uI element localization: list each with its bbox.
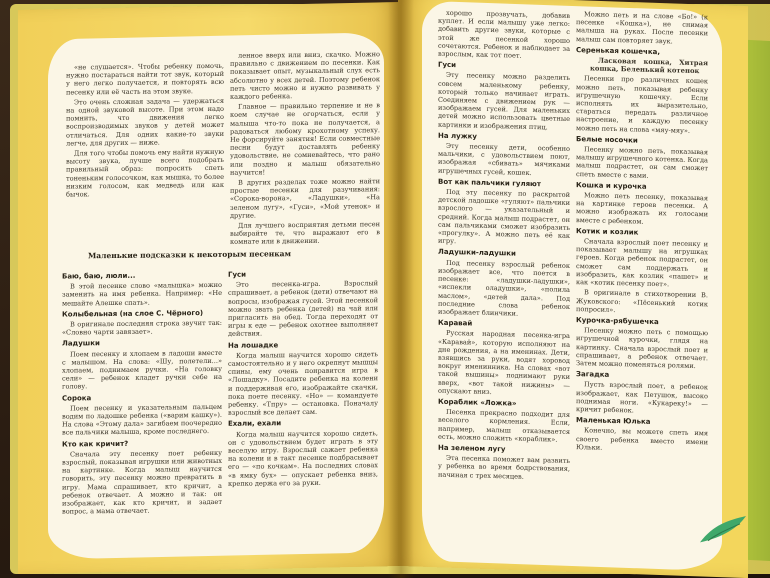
song-heading: Сорока [62, 393, 92, 403]
left-bottom-col1 [62, 268, 222, 518]
song-note: Сначала взрослый поет песенку и показывает малышу на игрушках героев. Когда ребенок подрастет, он сможет сам поддержать и изобразить, как козлик «пашет» и как «котик песенку поет». [576, 237, 708, 289]
song-heading: На лужку [438, 131, 477, 141]
song-heading: Ехали, ехали [228, 419, 282, 429]
paragraph: Это очень сложная задача — удержаться на одной звуковой высоте. При этом надо помнить, что движения легко воспроизводимых звуков у детей может отличаться. Для одних какие-то звуки легче, для других — ниже. [66, 96, 224, 148]
song-note: Эту песенку дети, особенно мальчики, с удовольствием поют, изображая «сбивать» мячиками игрушечных гусей, кошек. [438, 141, 570, 177]
song-note: Можно петь песенку, показывая на картинке героев песенки. А можно изображать их голосами вместе с ребенком. [576, 191, 708, 226]
paragraph: В оригинале в стихотворении В. Жуковского: «Пёсенький котик попросил». [576, 288, 708, 314]
song-note: Под песенку взрослый ребенок изображает все, что поется в песенке: «ладушки-ладушки», «испекли оладушки», «полила маслом», «детей дала». Под последние слова ребенок изображает блинчики. [438, 258, 570, 318]
paragraph: Главное — правильно терпение и не в коем случае не огорчаться, если у малыша что-то пока не получается, а радоваться любому крохотному успеху. Не форсируйте занятия! Если совместные песни будут доставлять ребенку удовольствие, не сомневайтесь, что рано или поздно и малыш обязательно научится! [230, 101, 380, 177]
paragraph: Можно петь и на слове «Бо!» (к песенке «Кошка»), не снимая малыша на руках. После песенки малыш сам повторяет звук. [576, 10, 708, 46]
song-note: В оригинале последняя строка звучит так: «Словно чарти завязает». [62, 318, 222, 337]
song-titles: Ласковая кошка, Хитрая кошка, Беленький котенок [590, 56, 708, 76]
song-note: Поем песенку и указательным пальцем водим по ладошке ребенка («варим кашку»). На слова «Этому дала» загибаем поочередно все пальчики малыша, кроме последнего. [62, 402, 222, 437]
paragraph: «не слушается». Чтобы ребенку помочь, нужно постараться найти тот звук, который у него легко получается, и повторять всю песенку или её часть на этом звуке. [66, 61, 224, 97]
paragraph: ленное вверх или вниз, скачко. Можно правильно с движением по песенки. Как показывает опыт, музыкальный слух есть абсолютно у всех детей. Поэтому ребенок петь чисто можно и нужно развивать у каждого ребенка. [230, 50, 380, 101]
song-note: Конечно, вы можете спеть имя своего ребенка вместо имени Юльки. [576, 426, 708, 452]
song-note: Когда малыш научится хорошо сидеть самостоятельно и у него окрепнут мышцы спины, ему очень понравится игра в «Лошадку». Посадите ребенка на колени и поддерживая его, изображайте скачки, пока поете песенку. «Но» — командуете ребенку. «Тпру» — остановка. Поначалу взрослый все делает сам. [228, 350, 378, 418]
song-note: Песенка прекрасно подходит для веселого кормления. Если, например, малыш отказывается есть, можно сложить «кораблик». [438, 408, 570, 444]
paragraph: Для того чтобы помочь ему найти нужную высоту звука, лучше всего подобрать правильный образ: попросить спеть тоненьким голосочком, как мышка, то более низким голосом, как медведь или как бычок. [66, 147, 224, 199]
song-heading: Ладушки [62, 339, 100, 348]
song-note: Песенку можно петь, показывая малышу игрушечного котенка. Когда малыш подрастет, он сам сможет спеть вместе с вами. [576, 145, 708, 180]
song-note: В этой песенке слово «малышка» можно заменить на имя ребенка. Например: «Не мешайте Алешке спать». [62, 281, 222, 308]
paragraph: Песенки про различных кошек можно петь, показывая ребенку игрушечную кошечку. Если исполнять их выразительно, стараться передать различное настроение, и каждую песенку можно петь на слова «мяу-мяу». [576, 74, 708, 135]
song-note: Эта песенка поможет вам развить у ребенка во время бодрствования, начиная с трех месяцев. [438, 454, 570, 481]
song-heading: Колыбельная (на слое С. Чёрного) [62, 308, 204, 319]
song-heading: Кораблик «Ложка» [438, 397, 517, 408]
leaf-corner-icon [698, 504, 748, 546]
right-col2 [576, 10, 708, 456]
song-heading: На лошадке [228, 340, 279, 350]
song-heading: Маленькая Юлька [576, 416, 651, 427]
song-heading: Кошка и курочка [576, 180, 647, 191]
song-heading: Ладушки-ладушки [438, 248, 516, 259]
paragraph: В других разделах тоже можно найти простые песенки для разучивания: «Сорока-ворона», «Ладушки», «На зеленом лугу», «Гуси», «Мой утенок» и другие. [230, 177, 380, 220]
song-heading: Кто как кричит? [62, 439, 129, 449]
song-note: Сначала эту песенку поет ребенку взрослый, показывая игрушки или животных на картинке. Когда малыш научится говорить, эту песенку можно превратить в игру. Мама спрашивает, кто кричит, а ребенок отвечает. А можно и так: он изображает, как кто кричит, и задает вопрос, а мама отвечает. [62, 448, 222, 516]
section-title: Маленькие подсказки к некоторым песенкам [88, 249, 291, 261]
song-note: Под эту песенку по раскрытой детской ладошке «гуляют» пальчики взрослого — указательный и средний. Когда малыш подрастет, он сам пальчиками сможет изобразить «прогулку». А можно петь её как игру. [438, 187, 570, 246]
song-note: Это песенка-игра. Взрослый спрашивает, а ребенок (дети) отвечают на вопросы, изображая гусей. Этой песенкой можно звать ребенка (детей) на чай или пригласить на обед. Тогда переходят от игры к еде — ребенок охотнее выполняет действия. [228, 279, 378, 339]
song-heading: Белые носочки [576, 134, 638, 145]
left-page [18, 2, 400, 574]
song-note: Песенку можно петь с помощью игрушечной курочки, глядя на картинку. Сначала взрослый поет и спрашивает, а ребенок отвечает. Затем можно поменяться ролями. [576, 326, 708, 370]
paragraph: Для лучшего восприятия детьми песен выбирайте те, что выражают его в комнате или в движении. [230, 220, 380, 247]
song-note: Эту песенку можно разделить совсем маленькому ребенку, который только начинает играть. Соединяем с движением рук — изображаем гусей. Для маленьких детей можно использовать цветные картинки и изображения птиц. [438, 71, 570, 132]
song-heading: Баю, баю, люли... [62, 271, 136, 281]
book-gutter [388, 0, 414, 578]
paragraph: хорошо прозвучать, добавив куплет. И если малышу уже легко: добавить другие звуки, которые с этой же песенкой хорошо сочетаются. Ребенок и наблюдает за взрослым, как тот поет. [438, 8, 570, 60]
right-col1 [438, 9, 570, 484]
left-top-column [66, 62, 224, 201]
song-heading: Котик и козлик [576, 226, 639, 237]
song-heading: Серенькая кошечка, [576, 45, 660, 56]
song-heading: Гуси [438, 60, 457, 70]
left-bottom-col2 [228, 266, 378, 490]
right-page [398, 0, 748, 578]
song-heading: Курочка-рябушечка [576, 315, 659, 327]
song-heading: Каравай [438, 318, 473, 328]
song-heading: На зеленом лугу [438, 443, 506, 454]
song-heading: Гуси [228, 270, 247, 279]
song-note: Пусть взрослый поет, а ребенок изображает, как Петушок, высоко поднимая ноги. «Кукареку!» — кричит ребенок. [576, 380, 708, 415]
left-top-right-column [230, 50, 380, 248]
song-note: Когда малыш научится хорошо сидеть, он с удовольствием будет играть в эту веселую игру. Взрослый сажает ребенка на колени и в такт песенке подбрасывает его — «по кочкам». На последних словах «в ямку бух» — опускает ребенка вниз, крепко держа его за руки. [228, 428, 378, 488]
song-note: Поем песенку и хлопаем в ладоши вместе с малышом. На слова: «Шу, полетели...» хлопаем, поднимаем ручки. «На головку сели» — ребенок кладет ручки себе на голову. [62, 348, 222, 391]
song-heading: Загадка [576, 370, 610, 380]
song-heading: Вот как пальчики гуляют [438, 177, 541, 189]
song-note: Русская народная песенка-игра «Каравай», которую исполняют на дне рождения, а на именинах. Дети, взявшись за руки, водят хоровод вокруг именинника. На словах «вот такой вышины» поднимают руки вверх, «вот такой нижины» — опускают вниз. [438, 329, 570, 396]
